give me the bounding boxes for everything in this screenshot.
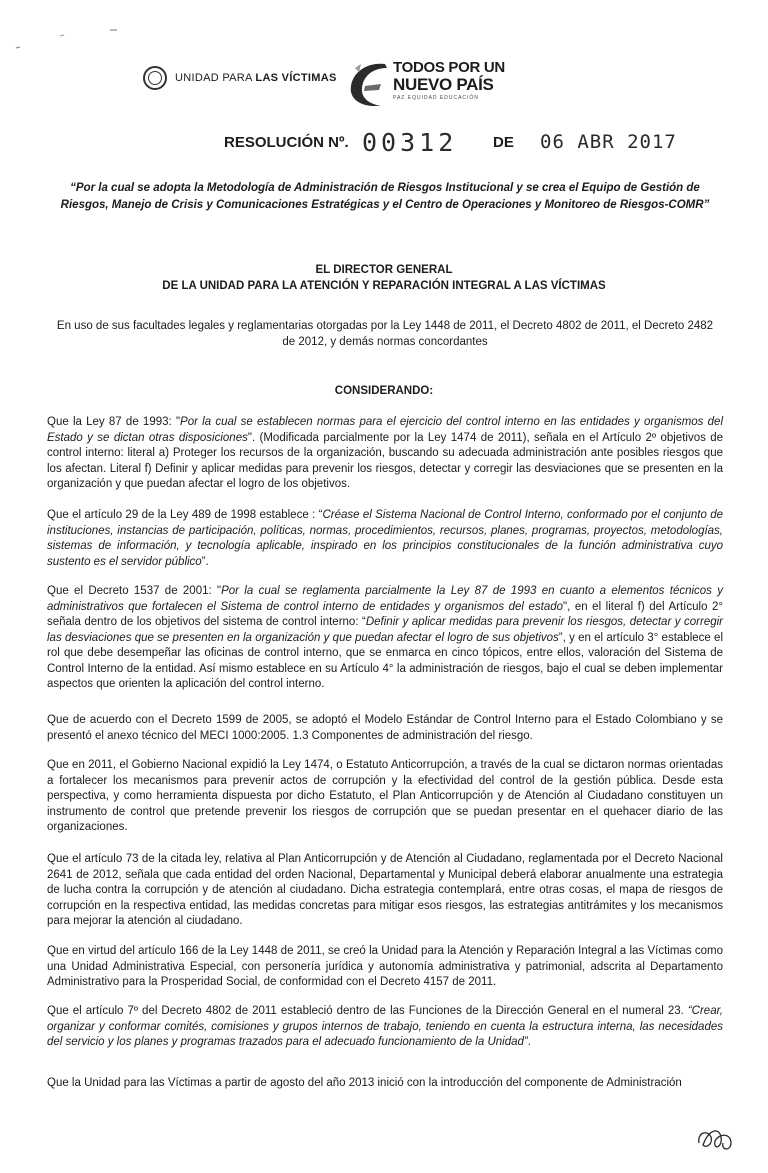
resolution-title: “Por la cual se adopta la Metodología de Administración de Riesgos Institucional y se crea el Equipo de Gestión de Riesgos, Manejo de Crisis y Comunicaciones Estratégicas y el Centro de Operaciones y Monitoreo de Riesgos-COMR” [60, 182, 710, 211]
resolution-date: 06 ABR 2017 [540, 131, 677, 153]
resolution-de: DE [493, 134, 514, 151]
logo-pais-line1: TODOS POR UN [393, 59, 505, 76]
paragraph-ley-489: Que el artículo 29 de la Ley 489 de 1998 establece : “Créase el Sistema Nacional de Control Interno, conformado por el conjunto de instituciones, instancias de participación, políticas, normas, procedimientos, recursos, planes, programas, proyectos, metodologías, sistemas de información, y tecnología aplicable, inspirado en los principios constitucionales de la función administrativa cuyo sustento es el servidor público”. [47, 509, 724, 568]
coat-of-arms-icon [143, 66, 167, 90]
paragraph-decreto-1537: Que el Decreto 1537 de 2001: "Por la cual se reglamenta parcialmente la Ley 87 de 1993 en cuanto a elementos técnicos y administrativos que fortalecen el Sistema de control interno de entidades y organismos del estado", en el literal f) del Artículo 2° señala dentro de los objetivos del sistema de control interno: “Definir y aplicar medidas para prevenir los riesgos, detectar y corregir las desviaciones que se presenten en la organización y que puedan afectar el logro de sus objetivos”, y en el artículo 3° establece el rol que debe desempeñar las oficinas de control interno, que se enmarca en cinco tópicos, entre ellos, valoración del Sistema de Control Interno de la entidad. Así mismo establece en su Artículo 4° la administración de riesgos, bajo el cual se deben implementar aspectos que orienten la aplicación del control interno. [47, 585, 724, 690]
faculties-paragraph: En uso de sus facultades legales y reglamentarias otorgadas por la Ley 1448 de 2011, el Decreto 4802 de 2011, el Decreto 2482 de 2012, y demás normas concordantes [56, 320, 714, 348]
director-line1: EL DIRECTOR GENERAL [315, 264, 453, 276]
paragraph-articulo-73: Que el artículo 73 de la citada ley, relativa al Plan Anticorrupción y de Atención al Ciudadano, reglamentada por el Decreto Nacional 2641 de 2012, señala que cada entidad del orden Nacional, Departamental y Municipal deberá elaborar anualmente una estrategia de lucha contra la corrupción y de atención al ciudadano. Dicha estrategia contemplará, entre otras cosas, el mapa de riesgos de corrupción en la respectiva entidad, las medidas concretas para mitigar esos riesgos, las estrategias antitrámites y los mecanismos para mejorar la atención al ciudadano. [47, 853, 723, 927]
paragraph-decreto-1599: Que de acuerdo con el Decreto 1599 de 2005, se adoptó el Modelo Estándar de Control Interno para el Estado Colombiano y se presentó el anexo técnico del MECI 1000:2005. 1.3 Componentes de administración del riesgo. [47, 714, 723, 742]
logo-pais-line2: NUEVO PAÍS [393, 75, 494, 94]
nuevo-pais-mark-icon [345, 60, 389, 108]
signature-initials [695, 1123, 737, 1155]
paragraph-decreto-4802: Que el artículo 7º del Decreto 4802 de 2011 estableció dentro de las Funciones de la Dirección General en el numeral 23. “Crear, organizar y conformar comités, comisiones y grupos internos de trabajo, teniendo en cuenta la estructura interna, las necesidades del servicio y los planes y programas trazados para el adecuado funcionamiento de la Unidad”. [47, 1005, 723, 1048]
paragraph-ley-1448: Que en virtud del artículo 166 de la Ley 1448 de 2011, se creó la Unidad para la Atención y Reparación Integral a las Víctimas como una Unidad Administrativa Especial, con personería jurídica y autonomía administrativa y patrimonial, adscrita al Departamento Administrativo para la Prosperidad Social, de conformidad con el Decreto 4157 de 2011. [47, 945, 723, 988]
director-heading [0, 262, 768, 294]
resolution-number: 00312 [362, 128, 458, 157]
resolution-line [0, 128, 768, 162]
paragraph-ley-1474: Que en 2011, el Gobierno Nacional expidió la Ley 1474, o Estatuto Anticorrupción, a través de la cual se dictaron normas orientadas a fortalecer los mecanismos para prevenir actos de corrupción y la efectividad del control de la gestión pública. Desde esta perspectiva, y como herramienta dispuesta por dicho Estatuto, el Plan Anticorrupción y de Atención al Ciudadano constituyen un instrumento de control que pretende prevenir los riesgos de corrupción que se puedan presentar en el quehacer diario de las organizaciones. [47, 759, 723, 833]
resolution-label: RESOLUCIÓN Nº. [224, 134, 349, 151]
unidad-victimas-logo [143, 66, 337, 90]
logo-pais-line3: PAZ EQUIDAD EDUCACIÓN [393, 95, 479, 101]
todos-por-un-nuevo-pais-logo [345, 60, 505, 108]
logo-victimas-text: UNIDAD PARA LAS VÍCTIMAS [175, 72, 337, 84]
paragraph-ley-87: Que la Ley 87 de 1993: "Por la cual se establecen normas para el ejercicio del control interno en las entidades y organismos del Estado y se dictan otras disposiciones". (Modificada parcialmente por la Ley 1474 de 2011), señala en el Artículo 2º objetivos de control interno: literal a) Proteger los recursos de la organización, buscando su adecuada administración ante posibles riesgos que los afectan. Literal f) Definir y aplicar medidas para prevenir los riesgos, detectar y corregir las desviaciones que se presenten en la organización y que puedan afectar el logro de los objetivos. [47, 416, 724, 490]
considerando-heading: CONSIDERANDO: [334, 385, 434, 397]
paragraph-unidad-2013: Que la Unidad para las Víctimas a partir de agosto del año 2013 inició con la introducción del componente de Administración [47, 1077, 682, 1089]
director-line2: DE LA UNIDAD PARA LA ATENCIÓN Y REPARACIÓN INTEGRAL A LAS VÍCTIMAS [162, 280, 606, 292]
scan-marks [14, 26, 124, 56]
